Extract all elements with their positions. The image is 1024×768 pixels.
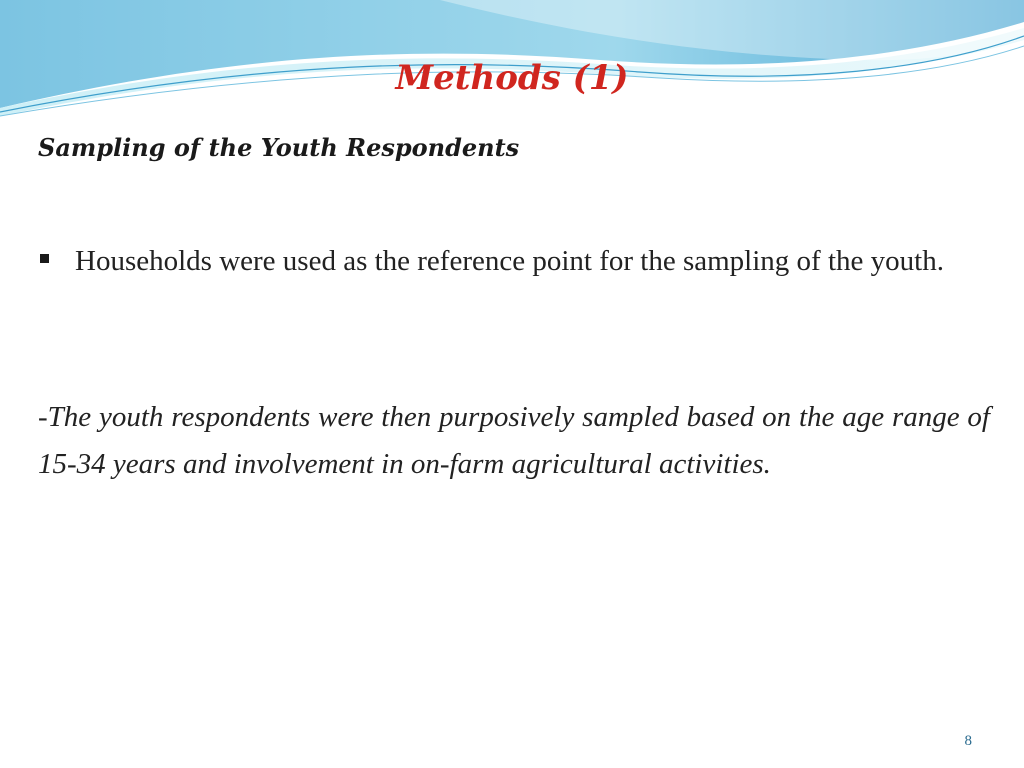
square-bullet-icon xyxy=(40,254,49,263)
page-number: 8 xyxy=(964,733,972,749)
slide-title: Methods (1) xyxy=(395,58,629,98)
list-item xyxy=(38,238,990,284)
bullet-list xyxy=(38,238,990,284)
body-paragraph: -The youth respondents were then purposively sampled based on the age range of 15-34 years and involvement in on-farm agricultural activities. xyxy=(38,401,990,480)
bullet-text: Households were used as the reference point for the sampling of the youth. xyxy=(75,245,944,277)
section-subheading: Sampling of the Youth Respondents xyxy=(38,133,520,162)
